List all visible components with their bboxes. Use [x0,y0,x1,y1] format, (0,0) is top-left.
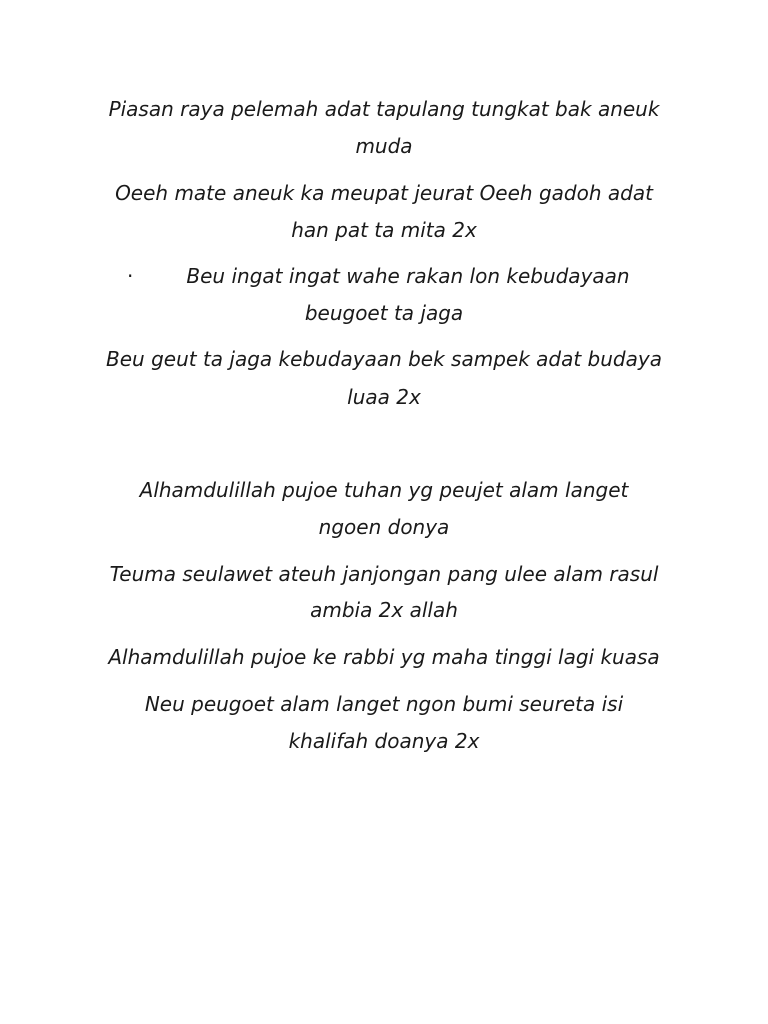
lyric-line: Oeeh mate aneuk ka meupat jeurat Oeeh gadoh adat [115,181,653,205]
bullet-marker: · [127,264,134,288]
lyric-line: Alhamdulillah pujoe ke rabbi yg maha tinggi lagi kuasa [108,645,660,669]
lyric-line: luaa 2x [347,385,421,409]
lyric-line: han pat ta mita 2x [291,218,477,242]
lyric-line: Beu geut ta jaga kebudayaan bek sampek adat budaya [106,347,662,371]
lyric-line: Teuma seulawet ateuh janjongan pang ulee alam rasul [109,562,659,586]
lyric-line: Beu ingat ingat wahe rakan lon kebudayaan [186,264,630,288]
lyric-line: ngoen donya [318,515,450,539]
lyric-line: Piasan raya pelemah adat tapulang tungkat bak aneuk [108,97,660,121]
lyric-line: Neu peugoet alam langet ngon bumi seureta isi [144,692,624,716]
lyric-line: muda [355,134,413,158]
lyric-line: Alhamdulillah pujoe tuhan yg peujet alam langet [139,478,629,502]
lyric-line: ambia 2x allah [310,598,458,622]
lyric-line: beugoet ta jaga [304,301,464,325]
lyric-line: khalifah doanya 2x [288,729,480,753]
